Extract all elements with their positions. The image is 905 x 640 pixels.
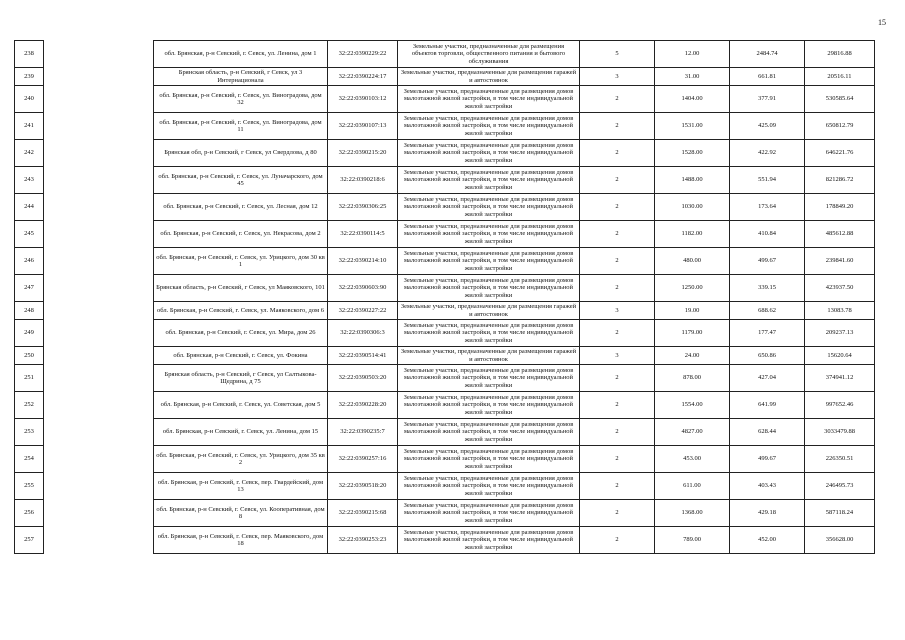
group-code-cell: 3 <box>580 302 655 320</box>
specific-value-cell: 422.92 <box>730 140 805 167</box>
specific-value-cell: 661.81 <box>730 68 805 86</box>
address-cell: обл. Брянская, р-н Севский, г. Севск, ул. Мира, дом 26 <box>154 320 328 347</box>
cadastral-value-cell: 209237.13 <box>805 320 875 347</box>
spacer-cell <box>44 320 154 347</box>
address-cell: обл. Брянская, р-н Севский, г. Севск, ул. Виноградова, дом 11 <box>154 113 328 140</box>
specific-value-cell: 688.62 <box>730 302 805 320</box>
cadastral-value-cell: 821286.72 <box>805 167 875 194</box>
area-cell: 4827.00 <box>655 419 730 446</box>
address-cell: обл. Брянская, р-н Севский, г. Севск, ул. Урицкого, дом 30 кв 1 <box>154 248 328 275</box>
area-cell: 1531.00 <box>655 113 730 140</box>
row-number: 241 <box>15 113 44 140</box>
cadastral-value-cell: 226350.51 <box>805 446 875 473</box>
table-row <box>15 86 875 113</box>
cadastral-value-cell: 13083.78 <box>805 302 875 320</box>
land-use-cell: Земельные участки, предназначенные для размещения гаражей и автостоянок <box>398 68 580 86</box>
spacer-cell <box>44 68 154 86</box>
spacer-cell <box>44 41 154 68</box>
spacer-cell <box>44 86 154 113</box>
specific-value-cell: 427.04 <box>730 365 805 392</box>
cadastral-number-cell: 32:22:0390224:17 <box>328 68 398 86</box>
area-cell: 1250.00 <box>655 275 730 302</box>
row-number: 243 <box>15 167 44 194</box>
spacer-cell <box>44 113 154 140</box>
specific-value-cell: 173.64 <box>730 194 805 221</box>
table-row <box>15 194 875 221</box>
cadastral-value-cell: 530585.64 <box>805 86 875 113</box>
address-cell: обл. Брянская, р-н Севский, г. Севск, ул. Луначарского, дом 45 <box>154 167 328 194</box>
specific-value-cell: 2484.74 <box>730 41 805 68</box>
group-code-cell: 2 <box>580 221 655 248</box>
area-cell: 453.00 <box>655 446 730 473</box>
table-row <box>15 500 875 527</box>
area-cell: 789.00 <box>655 527 730 554</box>
row-number: 248 <box>15 302 44 320</box>
land-use-cell: Земельные участки, предназначенные для размещения домов малоэтажной жилой застройки, в том числе индивидуальной жилой застройки <box>398 86 580 113</box>
table-row <box>15 68 875 86</box>
specific-value-cell: 410.84 <box>730 221 805 248</box>
spacer-cell <box>44 167 154 194</box>
table-row <box>15 365 875 392</box>
cadastral-value-cell: 997652.46 <box>805 392 875 419</box>
address-cell: обл. Брянская, р-н Севский, г. Севск, ул. Виноградова, дом 32 <box>154 86 328 113</box>
cadastral-value-cell: 178849.20 <box>805 194 875 221</box>
group-code-cell: 2 <box>580 446 655 473</box>
spacer-cell <box>44 500 154 527</box>
group-code-cell: 2 <box>580 275 655 302</box>
table-row <box>15 113 875 140</box>
group-code-cell: 2 <box>580 527 655 554</box>
address-cell: Брянская обл, р-н Севский, г Севск, ул Свердлова, д 80 <box>154 140 328 167</box>
address-cell: обл. Брянская, р-н Севский, г. Севск, ул. Ленина, дом 1 <box>154 41 328 68</box>
area-cell: 19.00 <box>655 302 730 320</box>
area-cell: 12.00 <box>655 41 730 68</box>
row-number: 252 <box>15 392 44 419</box>
cadastral-number-cell: 32:22:0390518:20 <box>328 473 398 500</box>
spacer-cell <box>44 419 154 446</box>
group-code-cell: 5 <box>580 41 655 68</box>
specific-value-cell: 452.00 <box>730 527 805 554</box>
spacer-cell <box>44 194 154 221</box>
cadastral-value-cell: 15620.64 <box>805 347 875 365</box>
land-plots-table <box>14 40 875 554</box>
cadastral-number-cell: 32:22:0390103:12 <box>328 86 398 113</box>
specific-value-cell: 499.67 <box>730 446 805 473</box>
specific-value-cell: 377.91 <box>730 86 805 113</box>
cadastral-number-cell: 32:22:0390215:68 <box>328 500 398 527</box>
cadastral-value-cell: 29816.88 <box>805 41 875 68</box>
table-row <box>15 419 875 446</box>
area-cell: 24.00 <box>655 347 730 365</box>
land-use-cell: Земельные участки, предназначенные для размещения домов малоэтажной жилой застройки, в том числе индивидуальной жилой застройки <box>398 320 580 347</box>
specific-value-cell: 641.99 <box>730 392 805 419</box>
page-number: 15 <box>878 18 886 27</box>
spacer-cell <box>44 473 154 500</box>
address-cell: обл. Брянская, р-н Севский, г. Севск, ул. Урицкого, дом 35 кв 2 <box>154 446 328 473</box>
cadastral-number-cell: 32:22:0390107:13 <box>328 113 398 140</box>
group-code-cell: 2 <box>580 140 655 167</box>
land-use-cell: Земельные участки, предназначенные для размещения домов малоэтажной жилой застройки, в том числе индивидуальной жилой застройки <box>398 527 580 554</box>
address-cell: обл. Брянская, р-н Севский, г. Севск, ул. Некрасова, дом 2 <box>154 221 328 248</box>
cadastral-value-cell: 374941.12 <box>805 365 875 392</box>
cadastral-number-cell: 32:22:0390235:7 <box>328 419 398 446</box>
cadastral-value-cell: 423937.50 <box>805 275 875 302</box>
cadastral-number-cell: 32:22:0390257:16 <box>328 446 398 473</box>
group-code-cell: 3 <box>580 347 655 365</box>
address-cell: обл. Брянская, р-н Севский, г. Севск, ул. Кооперативная, дом 8 <box>154 500 328 527</box>
group-code-cell: 2 <box>580 365 655 392</box>
area-cell: 1528.00 <box>655 140 730 167</box>
land-use-cell: Земельные участки, предназначенные для размещения гаражей и автостоянок <box>398 302 580 320</box>
specific-value-cell: 429.18 <box>730 500 805 527</box>
address-cell: обл. Брянская, р-н Севский, г. Севск, пер. Гвардейский, дом 13 <box>154 473 328 500</box>
area-cell: 878.00 <box>655 365 730 392</box>
spacer-cell <box>44 527 154 554</box>
cadastral-number-cell: 32:22:0390114:5 <box>328 221 398 248</box>
row-number: 239 <box>15 68 44 86</box>
row-number: 242 <box>15 140 44 167</box>
table-row <box>15 473 875 500</box>
land-use-cell: Земельные участки, предназначенные для размещения объектов торговли, общественного питания и бытового обслуживания <box>398 41 580 68</box>
spacer-cell <box>44 446 154 473</box>
area-cell: 480.00 <box>655 248 730 275</box>
address-cell: Брянская область, р-н Севский, г Севск, ул Маяковского, 101 <box>154 275 328 302</box>
area-cell: 1404.00 <box>655 86 730 113</box>
group-code-cell: 2 <box>580 194 655 221</box>
row-number: 256 <box>15 500 44 527</box>
cadastral-number-cell: 32:22:0390306:3 <box>328 320 398 347</box>
specific-value-cell: 650.86 <box>730 347 805 365</box>
row-number: 257 <box>15 527 44 554</box>
group-code-cell: 2 <box>580 473 655 500</box>
area-cell: 1368.00 <box>655 500 730 527</box>
address-cell: обл. Брянская, р-н Севский, г. Севск, ул. Лесная, дом 12 <box>154 194 328 221</box>
address-cell: обл. Брянская, р-н Севский, г. Севск, ул. Маяковского, дом 6 <box>154 302 328 320</box>
spacer-cell <box>44 221 154 248</box>
land-use-cell: Земельные участки, предназначенные для размещения домов малоэтажной жилой застройки, в том числе индивидуальной жилой застройки <box>398 194 580 221</box>
cadastral-number-cell: 32:22:0390603:90 <box>328 275 398 302</box>
cadastral-value-cell: 246495.73 <box>805 473 875 500</box>
table-row <box>15 275 875 302</box>
table-row <box>15 527 875 554</box>
cadastral-number-cell: 32:22:0390306:25 <box>328 194 398 221</box>
group-code-cell: 2 <box>580 113 655 140</box>
group-code-cell: 3 <box>580 68 655 86</box>
table-body <box>15 41 875 554</box>
land-use-cell: Земельные участки, предназначенные для размещения домов малоэтажной жилой застройки, в том числе индивидуальной жилой застройки <box>398 248 580 275</box>
cadastral-number-cell: 32:22:0390503:20 <box>328 365 398 392</box>
land-use-cell: Земельные участки, предназначенные для размещения домов малоэтажной жилой застройки, в том числе индивидуальной жилой застройки <box>398 473 580 500</box>
cadastral-number-cell: 32:22:0390228:20 <box>328 392 398 419</box>
cadastral-number-cell: 32:22:0390218:6 <box>328 167 398 194</box>
address-cell: обл. Брянская, р-н Севский, г. Севск, ул. Ленина, дом 15 <box>154 419 328 446</box>
group-code-cell: 2 <box>580 167 655 194</box>
area-cell: 1030.00 <box>655 194 730 221</box>
address-cell: Брянская область, р-н Севский, г Севск, ул 3 Интернационала <box>154 68 328 86</box>
land-use-cell: Земельные участки, предназначенные для размещения домов малоэтажной жилой застройки, в том числе индивидуальной жилой застройки <box>398 167 580 194</box>
group-code-cell: 2 <box>580 419 655 446</box>
area-cell: 31.00 <box>655 68 730 86</box>
address-cell: Брянская область, р-н Севский, г Севск, ул Салтыкова-Щедрина, д 75 <box>154 365 328 392</box>
table-row <box>15 347 875 365</box>
specific-value-cell: 177.47 <box>730 320 805 347</box>
land-use-cell: Земельные участки, предназначенные для размещения домов малоэтажной жилой застройки, в том числе индивидуальной жилой застройки <box>398 113 580 140</box>
land-use-cell: Земельные участки, предназначенные для размещения домов малоэтажной жилой застройки, в том числе индивидуальной жилой застройки <box>398 446 580 473</box>
row-number: 253 <box>15 419 44 446</box>
area-cell: 611.00 <box>655 473 730 500</box>
row-number: 250 <box>15 347 44 365</box>
cadastral-value-cell: 239841.60 <box>805 248 875 275</box>
cadastral-value-cell: 3033479.88 <box>805 419 875 446</box>
cadastral-number-cell: 32:22:0390214:10 <box>328 248 398 275</box>
cadastral-number-cell: 32:22:0390215:20 <box>328 140 398 167</box>
address-cell: обл. Брянская, р-н Севский, г. Севск, ул. Советская, дом 5 <box>154 392 328 419</box>
spacer-cell <box>44 392 154 419</box>
specific-value-cell: 339.15 <box>730 275 805 302</box>
specific-value-cell: 628.44 <box>730 419 805 446</box>
cadastral-value-cell: 485612.88 <box>805 221 875 248</box>
land-use-cell: Земельные участки, предназначенные для размещения домов малоэтажной жилой застройки, в том числе индивидуальной жилой застройки <box>398 365 580 392</box>
spacer-cell <box>44 140 154 167</box>
specific-value-cell: 499.67 <box>730 248 805 275</box>
row-number: 240 <box>15 86 44 113</box>
land-use-cell: Земельные участки, предназначенные для размещения домов малоэтажной жилой застройки, в том числе индивидуальной жилой застройки <box>398 392 580 419</box>
land-use-cell: Земельные участки, предназначенные для размещения домов малоэтажной жилой застройки, в том числе индивидуальной жилой застройки <box>398 275 580 302</box>
cadastral-number-cell: 32:22:0390253:23 <box>328 527 398 554</box>
table-row <box>15 41 875 68</box>
row-number: 251 <box>15 365 44 392</box>
spacer-cell <box>44 248 154 275</box>
row-number: 244 <box>15 194 44 221</box>
table-row <box>15 140 875 167</box>
spacer-cell <box>44 302 154 320</box>
group-code-cell: 2 <box>580 320 655 347</box>
group-code-cell: 2 <box>580 86 655 113</box>
row-number: 249 <box>15 320 44 347</box>
land-use-cell: Земельные участки, предназначенные для размещения домов малоэтажной жилой застройки, в том числе индивидуальной жилой застройки <box>398 500 580 527</box>
specific-value-cell: 425.09 <box>730 113 805 140</box>
row-number: 254 <box>15 446 44 473</box>
table-row <box>15 302 875 320</box>
row-number: 255 <box>15 473 44 500</box>
area-cell: 1488.00 <box>655 167 730 194</box>
table-row <box>15 167 875 194</box>
cadastral-value-cell: 20516.11 <box>805 68 875 86</box>
area-cell: 1179.00 <box>655 320 730 347</box>
area-cell: 1554.00 <box>655 392 730 419</box>
row-number: 245 <box>15 221 44 248</box>
group-code-cell: 2 <box>580 500 655 527</box>
specific-value-cell: 551.94 <box>730 167 805 194</box>
table-row <box>15 248 875 275</box>
address-cell: обл. Брянская, р-н Севский, г. Севск, пер. Маяковского, дом 18 <box>154 527 328 554</box>
specific-value-cell: 403.43 <box>730 473 805 500</box>
row-number: 246 <box>15 248 44 275</box>
cadastral-value-cell: 356628.00 <box>805 527 875 554</box>
cadastral-value-cell: 650812.79 <box>805 113 875 140</box>
land-use-cell: Земельные участки, предназначенные для размещения домов малоэтажной жилой застройки, в том числе индивидуальной жилой застройки <box>398 140 580 167</box>
land-use-cell: Земельные участки, предназначенные для размещения гаражей и автостоянок <box>398 347 580 365</box>
cadastral-number-cell: 32:22:0390227:22 <box>328 302 398 320</box>
spacer-cell <box>44 365 154 392</box>
cadastral-number-cell: 32:22:0390229:22 <box>328 41 398 68</box>
table-row <box>15 392 875 419</box>
row-number: 247 <box>15 275 44 302</box>
address-cell: обл. Брянская, р-н Севский, г. Севск, ул. Фокина <box>154 347 328 365</box>
row-number: 238 <box>15 41 44 68</box>
area-cell: 1182.00 <box>655 221 730 248</box>
group-code-cell: 2 <box>580 248 655 275</box>
group-code-cell: 2 <box>580 392 655 419</box>
land-use-cell: Земельные участки, предназначенные для размещения домов малоэтажной жилой застройки, в том числе индивидуальной жилой застройки <box>398 419 580 446</box>
cadastral-value-cell: 587118.24 <box>805 500 875 527</box>
spacer-cell <box>44 347 154 365</box>
spacer-cell <box>44 275 154 302</box>
land-use-cell: Земельные участки, предназначенные для размещения домов малоэтажной жилой застройки, в том числе индивидуальной жилой застройки <box>398 221 580 248</box>
table-row <box>15 320 875 347</box>
cadastral-value-cell: 646221.76 <box>805 140 875 167</box>
table-row <box>15 446 875 473</box>
table-row <box>15 221 875 248</box>
cadastral-number-cell: 32:22:0390514:41 <box>328 347 398 365</box>
